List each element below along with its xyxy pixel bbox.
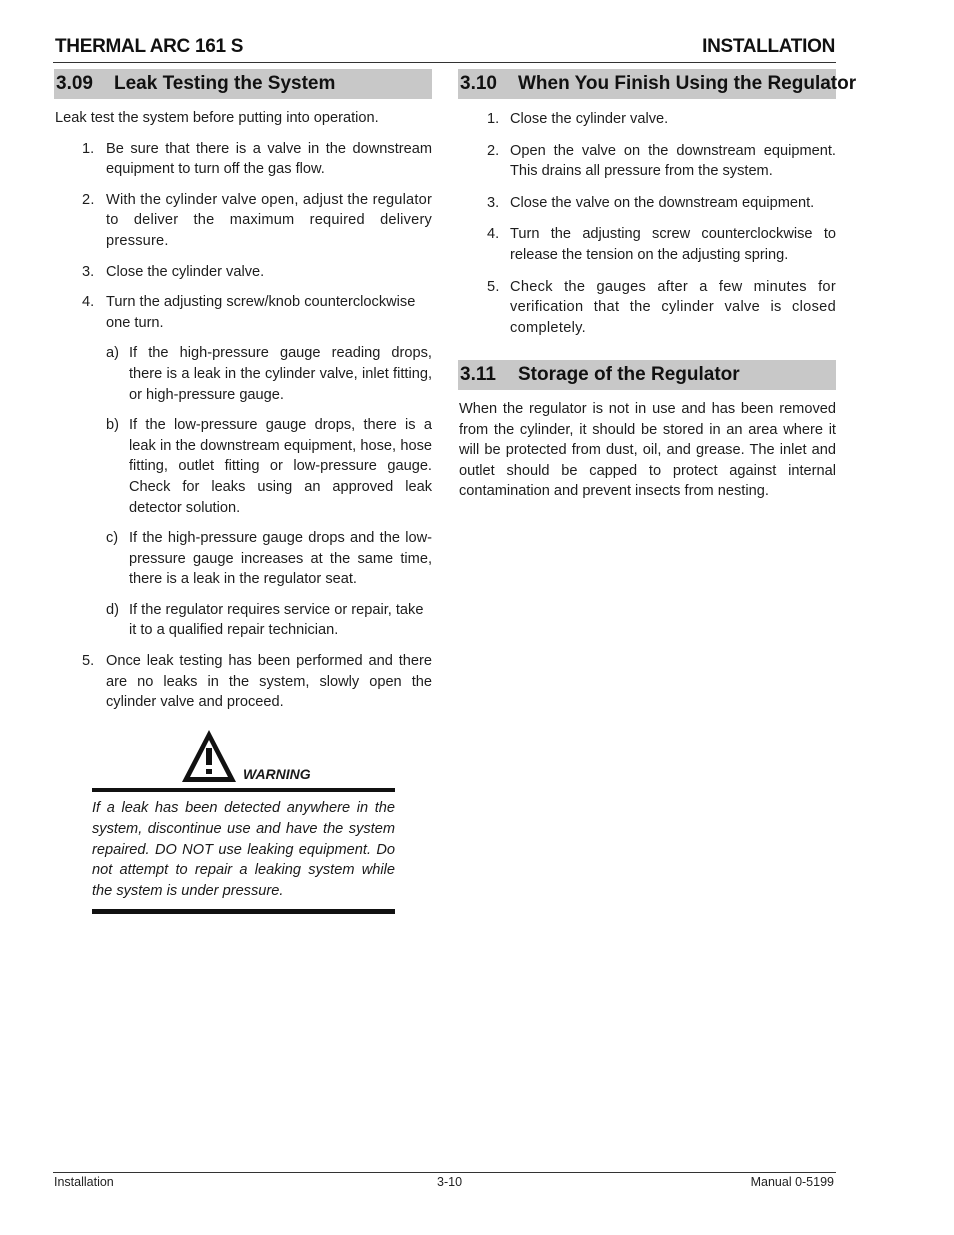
list-item-number: 1. <box>487 111 500 127</box>
section-309-heading <box>54 69 432 99</box>
section-309-intro: Leak test the system before putting into operation. <box>55 110 379 126</box>
footer-rule <box>53 1172 836 1173</box>
footer-left: Installation <box>54 1175 114 1189</box>
list-item-text: Close the valve on the downstream equipment. <box>510 194 815 211</box>
list-item <box>55 190 432 252</box>
list-item <box>459 193 836 214</box>
list-item-number: 5. <box>487 278 500 295</box>
section-311-number: 3.11 <box>460 364 496 385</box>
section-310-heading <box>458 69 857 99</box>
list-item-number: 3. <box>487 194 500 211</box>
sub-list-item <box>55 528 432 590</box>
list-item <box>459 277 836 339</box>
section-309-title: Leak Testing the System <box>114 73 336 94</box>
sub-list-item <box>55 600 432 641</box>
list-item <box>459 109 836 130</box>
list-item-number: 2. <box>487 142 500 159</box>
page-number: 3-10 <box>437 1175 463 1189</box>
chapter-title: INSTALLATION <box>702 36 835 57</box>
section-310-number: 3.10 <box>460 73 497 94</box>
warning-triangle-icon <box>180 728 238 789</box>
list-item <box>55 651 432 713</box>
list-item-text: Be sure that there is a valve in the downstream equipment to turn off the gas flow. <box>106 140 432 178</box>
document-title: THERMAL ARC 161 S <box>55 36 244 57</box>
section-311-title: Storage of the Regulator <box>518 364 740 385</box>
section-310-body <box>459 109 836 338</box>
sub-list-item-text: If the low-pressure gauge drops, there is a leak in the downstream equipment, hose, hose fitting, outlet fitting or low-pressure gauge. Check for leaks using an approved leak detector solution. <box>129 417 432 516</box>
list-item-text: Once leak testing has been performed and there are no leaks in the system, slowly open the cylinder valve and proceed. <box>106 653 432 711</box>
list-item-text: With the cylinder valve open, adjust the regulator to deliver the maximum required delivery pressure. <box>106 191 432 249</box>
list-item-number: 4. <box>487 226 500 243</box>
section-311-paragraph: When the regulator is not in use and has been removed from the cylinder, it should be stored in an area where it will be protected from dust, oil, and grease. The inlet and outlet should be capped to protect against internal contamination and prevent insects from nesting. <box>459 401 836 500</box>
sub-list-item-letter: c) <box>106 530 119 547</box>
sub-list-item-text: If the regulator requires service or repair, take it to a qualified repair technician. <box>129 601 424 639</box>
list-item-text: Close the cylinder valve. <box>510 111 669 127</box>
warning-box <box>92 728 395 914</box>
list-item-text: Open the valve on the downstream equipment. This drains all pressure from the system. <box>510 142 836 180</box>
warning-bottom-rule <box>92 909 395 914</box>
list-item <box>55 292 432 333</box>
sub-list-item-letter: a) <box>106 345 119 362</box>
sub-list-item-text: If the high-pressure gauge reading drops, there is a leak in the cylinder valve, inlet fitting, or high-pressure gauge. <box>129 345 432 403</box>
sub-list-item-text: If the high-pressure gauge drops and the low-pressure gauge increases at the same time, there is a leak in the regulator seat. <box>129 530 432 588</box>
sub-list-item-letter: d) <box>106 601 119 618</box>
list-item-number: 4. <box>82 294 95 311</box>
section-311-body <box>459 399 836 502</box>
list-item <box>55 139 432 180</box>
sub-list-item-letter: b) <box>106 417 119 434</box>
list-item-number: 1. <box>82 140 95 157</box>
section-309-number: 3.09 <box>56 73 93 94</box>
section-310-title: When You Finish Using the Regulator <box>518 73 857 94</box>
list-item-text: Close the cylinder valve. <box>106 263 265 280</box>
sub-list-item <box>55 343 432 405</box>
list-item <box>459 141 836 182</box>
warning-header <box>92 728 395 788</box>
list-item-text: Turn the adjusting screw counterclockwise to release the tension on the adjusting spring. <box>510 226 836 263</box>
section-309-body <box>55 108 432 713</box>
header-rule <box>53 62 836 63</box>
list-item-text: Check the gauges after a few minutes for verification that the cylinder valve is closed completely. <box>510 278 836 336</box>
list-item-number: 3. <box>82 263 95 280</box>
list-item-number: 5. <box>82 653 95 670</box>
list-item <box>459 224 836 265</box>
warning-text: If a leak has been detected anywhere in the system, discontinue use and have the system repaired. DO NOT use leaking equipment. Do not attempt to repair a leaking system while the system is under pressure. <box>92 800 395 900</box>
warning-label: WARNING <box>243 766 311 782</box>
sub-list-item <box>55 415 432 518</box>
list-item-number: 2. <box>82 191 95 208</box>
list-item-text: Turn the adjusting screw/knob counterclockwise one turn. <box>106 294 416 331</box>
list-item <box>55 262 432 283</box>
manual-number: Manual 0-5199 <box>750 1175 834 1189</box>
section-311-heading <box>458 360 836 390</box>
